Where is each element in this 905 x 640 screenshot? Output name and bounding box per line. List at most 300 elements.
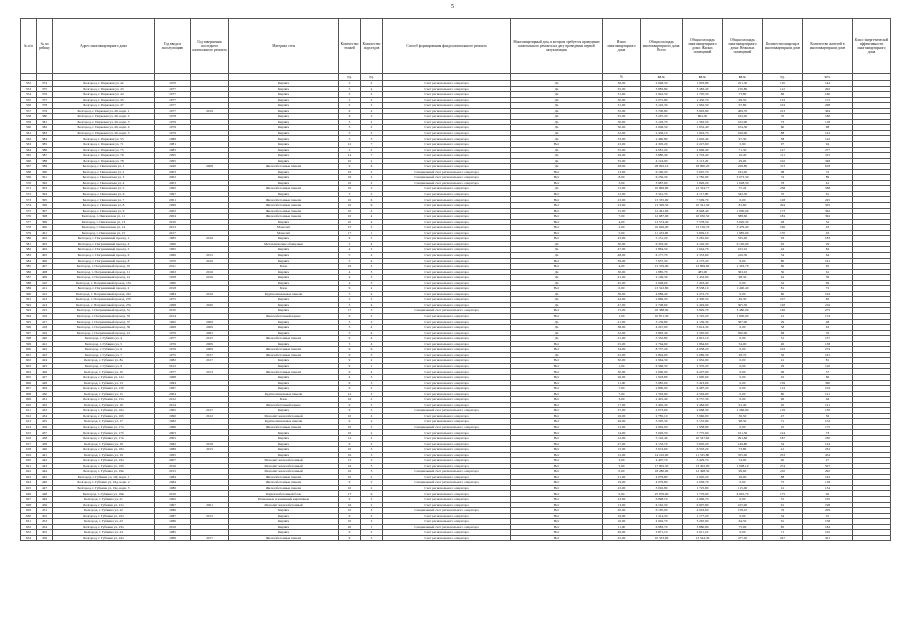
table-cell: Панельные и каменный кирпичные bbox=[229, 497, 339, 503]
table-cell: Белгород, г. Пограничный проезд, 6 bbox=[53, 252, 155, 258]
table-cell: 2 089,30 bbox=[683, 352, 723, 358]
table-cell: Железобетонные панели bbox=[229, 424, 339, 430]
table-cell: 9 bbox=[339, 480, 361, 486]
table-cell: 442 bbox=[37, 458, 53, 464]
table-cell: 362 bbox=[803, 208, 853, 214]
table-cell: Нет bbox=[511, 197, 603, 203]
table-cell: 16 bbox=[339, 175, 361, 181]
table-cell: Счет регионального оператора bbox=[383, 325, 511, 331]
table-cell: Железобетонные панели bbox=[229, 485, 339, 491]
table-cell: 9 bbox=[339, 358, 361, 364]
table-cell: 2 bbox=[361, 191, 383, 197]
header-cell: Год ввода в эксплуатацию bbox=[155, 19, 191, 74]
table-cell: 0,00 bbox=[723, 513, 763, 519]
table-cell: 2003 bbox=[155, 430, 191, 436]
table-cell: 0,00 bbox=[723, 530, 763, 536]
table-cell: 1994 bbox=[155, 380, 191, 386]
table-cell: 0,00 bbox=[723, 336, 763, 342]
table-cell: Нет bbox=[511, 502, 603, 508]
table-cell: 446 bbox=[37, 480, 53, 486]
table-cell: 2004 bbox=[155, 391, 191, 397]
table-cell: 1982 bbox=[155, 441, 191, 447]
table-cell: 2 006,50 bbox=[641, 125, 683, 131]
table-cell: 30,00 bbox=[603, 269, 641, 275]
unit-cell: % bbox=[603, 74, 641, 81]
table-cell: 7 bbox=[361, 142, 383, 148]
table-cell: 2 bbox=[361, 169, 383, 175]
table-cell: 1976 bbox=[155, 341, 191, 347]
table-cell: 130 bbox=[803, 408, 853, 414]
table-cell: 4 bbox=[361, 330, 383, 336]
table-cell: Железобетонные панели bbox=[229, 352, 339, 358]
table-cell: 592 bbox=[21, 302, 37, 308]
table-cell: Счет регионального оператора bbox=[383, 119, 511, 125]
table-cell: 96 bbox=[763, 397, 803, 403]
table-cell: 625 bbox=[21, 485, 37, 491]
table-cell: Нет bbox=[511, 180, 603, 186]
table-cell: 559 bbox=[21, 119, 37, 125]
table-cell: 23,00 bbox=[603, 197, 641, 203]
table-cell: 277 bbox=[803, 147, 853, 153]
table-cell: 585 bbox=[21, 264, 37, 270]
table-cell: Белгород, г. Парковая ул, 49, корп. 2 bbox=[53, 114, 155, 120]
table-cell: 9 bbox=[339, 535, 361, 541]
table-cell: Счет регионального оператора bbox=[383, 313, 511, 319]
table-cell: 9 bbox=[339, 236, 361, 242]
table-cell: 2 764,60 bbox=[641, 341, 683, 347]
table-cell: 2 bbox=[361, 358, 383, 364]
table-cell: 3 020,30 bbox=[723, 219, 763, 225]
table-cell: 4 bbox=[361, 302, 383, 308]
table-cell: 25 bbox=[763, 424, 803, 430]
table-cell: 2015 bbox=[191, 447, 229, 453]
table-cell: Кирпич bbox=[229, 191, 339, 197]
table-cell: 1989 bbox=[155, 136, 191, 142]
table-cell: 557 bbox=[21, 108, 37, 114]
table-cell: 216 bbox=[803, 302, 853, 308]
table-cell: 2 703,40 bbox=[683, 153, 723, 159]
table-cell: 2012 bbox=[155, 397, 191, 403]
table-cell: 26,00 bbox=[603, 419, 641, 425]
table-cell: Кирпич bbox=[229, 252, 339, 258]
table-cell: 5 bbox=[339, 97, 361, 103]
table-cell: 1997 bbox=[155, 386, 191, 392]
table-cell: 3,00 bbox=[603, 180, 641, 186]
table-cell: 413 bbox=[37, 297, 53, 303]
table-cell: 10 bbox=[339, 447, 361, 453]
table-cell: 612 bbox=[21, 413, 37, 419]
table-cell: Счет регионального оператора bbox=[383, 452, 511, 458]
table-cell: 1 962,50 bbox=[683, 103, 723, 109]
table-cell: 1 432,60 bbox=[683, 275, 723, 281]
table-cell: 426 bbox=[37, 369, 53, 375]
table-cell: Да bbox=[511, 81, 603, 87]
table-cell: 9 bbox=[339, 336, 361, 342]
table-cell: 72 bbox=[803, 169, 853, 175]
table-cell: Белгород, г. Губкина ул, 22а bbox=[53, 513, 155, 519]
table-cell: 54 bbox=[763, 252, 803, 258]
table-cell: Счет регионального оператора bbox=[383, 275, 511, 281]
table-cell: 30 bbox=[763, 269, 803, 275]
table-cell: 110 bbox=[763, 81, 803, 87]
table-cell: 2 484,00 bbox=[683, 402, 723, 408]
table-cell: 6 bbox=[361, 197, 383, 203]
table-cell: Нет bbox=[511, 380, 603, 386]
table-cell: Счет регионального оператора bbox=[383, 302, 511, 308]
header-cell: Общая площадь многоквартирного дома: Всего bbox=[641, 19, 683, 74]
table-cell: 149,80 bbox=[723, 441, 763, 447]
table-cell: Белгород, г. Пензенская ул, 7 bbox=[53, 197, 155, 203]
table-cell: 1984 bbox=[155, 474, 191, 480]
table-cell: 78 bbox=[763, 180, 803, 186]
header-cell: Количество квартир в многоквартирном доме bbox=[763, 19, 803, 74]
table-cell: 6 160,20 bbox=[641, 169, 683, 175]
table-cell: 60 bbox=[763, 291, 803, 297]
table-cell: Нет bbox=[511, 258, 603, 264]
table-cell: Белгород, г. Губкина ул, 5 bbox=[53, 341, 155, 347]
table-cell: 103,10 bbox=[723, 247, 763, 253]
table-cell: 238 bbox=[763, 186, 803, 192]
table-cell: 18 890,20 bbox=[683, 164, 723, 170]
table-cell: 313 bbox=[763, 164, 803, 170]
table-cell: 42,00 bbox=[603, 297, 641, 303]
table-cell: Белгород, г. Парковая ул, 49, корп. 1 bbox=[53, 108, 155, 114]
table-cell: 54 bbox=[763, 513, 803, 519]
table-cell: Счет регионального оператора bbox=[383, 419, 511, 425]
table-cell: Нет bbox=[511, 386, 603, 392]
table-cell: 804,30 bbox=[683, 114, 723, 120]
table-cell: Счет регионального оператора bbox=[383, 519, 511, 525]
table-cell: 251,30 bbox=[723, 81, 763, 87]
header-cell: Количество этажей bbox=[339, 19, 361, 74]
table-cell: 1 864,60 bbox=[683, 341, 723, 347]
unit-cell bbox=[21, 74, 37, 81]
table-cell: 2 bbox=[361, 125, 383, 131]
table-cell: Нет bbox=[511, 519, 603, 525]
table-cell: 6 366,50 bbox=[641, 363, 683, 369]
table-cell: Нет bbox=[511, 264, 603, 270]
table-cell: Да bbox=[511, 158, 603, 164]
table-cell: 376 bbox=[37, 92, 53, 98]
table-cell: 2015 bbox=[191, 336, 229, 342]
table-cell: 146 bbox=[763, 308, 803, 314]
table-cell: 93 bbox=[763, 236, 803, 242]
table-cell: 1999 bbox=[155, 203, 191, 209]
table-cell: 245 bbox=[803, 197, 853, 203]
table-cell: 2012 bbox=[191, 413, 229, 419]
table-cell: 614 bbox=[21, 424, 37, 430]
table-cell: 1979 bbox=[155, 119, 191, 125]
table-cell: 2018 bbox=[191, 441, 229, 447]
table-cell: 2 bbox=[361, 413, 383, 419]
table-cell: Белгород, г. Губкина ул, 19ж bbox=[53, 491, 155, 497]
table-cell: 2 708,60 bbox=[641, 302, 683, 308]
housing-register-table bbox=[20, 18, 891, 541]
table-cell: Да bbox=[511, 291, 603, 297]
table-cell: 633 bbox=[21, 530, 37, 536]
table-cell: 2009 bbox=[191, 319, 229, 325]
table-cell: 615 bbox=[21, 430, 37, 436]
table-cell: 3 480,00 bbox=[723, 308, 763, 314]
table-cell: 6 177,70 bbox=[641, 252, 683, 258]
table-cell: 2 227,60 bbox=[683, 142, 723, 148]
table-cell: 6 945,70 bbox=[723, 491, 763, 497]
table-cell: 2 bbox=[361, 247, 383, 253]
table-cell: 1986 bbox=[155, 485, 191, 491]
table-cell: 558 bbox=[21, 114, 37, 120]
table-cell: Да bbox=[511, 186, 603, 192]
table-cell: 10 547,60 bbox=[683, 436, 723, 442]
table-cell: 584 bbox=[21, 258, 37, 264]
table-cell: 402 bbox=[37, 236, 53, 242]
table-cell: Счет регионального оператора bbox=[383, 92, 511, 98]
table-cell: 10 bbox=[339, 214, 361, 220]
table-cell: 392 bbox=[803, 214, 853, 220]
table-cell: Да bbox=[511, 147, 603, 153]
table-cell: Блок bbox=[229, 286, 339, 292]
table-cell: Монолит bbox=[229, 230, 339, 236]
table-cell: 2 bbox=[361, 97, 383, 103]
table-cell: 444 bbox=[37, 469, 53, 475]
table-cell: 1978 bbox=[155, 114, 191, 120]
table-cell: 5 bbox=[339, 86, 361, 92]
table-cell: 1977 bbox=[155, 97, 191, 103]
table-cell: 438 bbox=[37, 436, 53, 442]
table-cell: Счет регионального оператора bbox=[383, 186, 511, 192]
table-cell: 1965 bbox=[155, 408, 191, 414]
table-cell: 566 bbox=[21, 158, 37, 164]
table-cell: Кирпич bbox=[229, 280, 339, 286]
table-cell: Белгород, г. Пограничный проезд, 37 bbox=[53, 319, 155, 325]
table-cell bbox=[853, 535, 891, 541]
table-cell: Белгород, г. Губкина ул, 16 bbox=[53, 402, 155, 408]
table-cell: Белгород, г. Губкина ул, 10 bbox=[53, 369, 155, 375]
table-cell: 5 102,70 bbox=[641, 119, 683, 125]
table-cell: Счет регионального оператора bbox=[383, 258, 511, 264]
table-cell: 92 bbox=[803, 491, 853, 497]
table-cell: Счет регионального оператора bbox=[383, 530, 511, 536]
table-cell: 121 bbox=[803, 402, 853, 408]
table-cell: 451 bbox=[37, 508, 53, 514]
table-cell: 620 bbox=[21, 458, 37, 464]
table-cell: 611 bbox=[21, 408, 37, 414]
table-cell: 2 648,50 bbox=[641, 81, 683, 87]
table-cell: Счет регионального оператора bbox=[383, 474, 511, 480]
table-cell: 2 073,60 bbox=[641, 408, 683, 414]
table-cell: Нет bbox=[511, 513, 603, 519]
table-cell: 2 106,30 bbox=[641, 275, 683, 281]
table-cell: 4 bbox=[339, 247, 361, 253]
table-cell: 1966 bbox=[155, 241, 191, 247]
table-cell: Железобетонный каркас bbox=[229, 313, 339, 319]
table-cell: 43,00 bbox=[603, 236, 641, 242]
table-cell: Нет bbox=[511, 419, 603, 425]
table-cell: 440 bbox=[37, 447, 53, 453]
table-cell: Счет регионального оператора bbox=[383, 203, 511, 209]
table-cell: Железобетонные панели bbox=[229, 203, 339, 209]
table-cell: Белгород, г. Губкина ул, 12а bbox=[53, 374, 155, 380]
table-cell: Железобетонные панели bbox=[229, 369, 339, 375]
table-cell: 12 334,77 bbox=[683, 186, 723, 192]
table-cell: 72 bbox=[803, 286, 853, 292]
table-cell: 74,00 bbox=[723, 458, 763, 464]
table-cell: Счет регионального оператора bbox=[383, 380, 511, 386]
table-cell: 2 bbox=[361, 119, 383, 125]
table-cell: Кирпич bbox=[229, 92, 339, 98]
table-cell: 2 bbox=[361, 480, 383, 486]
table-cell: 1960 bbox=[155, 280, 191, 286]
table-cell: 63 bbox=[803, 325, 853, 331]
table-cell: 1976 bbox=[155, 347, 191, 353]
table-cell: 2004 bbox=[155, 214, 191, 220]
table-cell: 1985 bbox=[155, 530, 191, 536]
table-cell: Счет регионального оператора bbox=[383, 97, 511, 103]
table-cell: Да bbox=[511, 247, 603, 253]
table-cell: 0,00 bbox=[723, 358, 763, 364]
table-cell: Счет регионального оператора bbox=[383, 291, 511, 297]
table-cell: 605 bbox=[21, 374, 37, 380]
table-cell: 61 bbox=[803, 269, 853, 275]
table-cell: 166 bbox=[763, 225, 803, 231]
table-cell: 17 905,30 bbox=[641, 463, 683, 469]
table-cell: 2 966,70 bbox=[683, 497, 723, 503]
table-cell: 455 bbox=[37, 530, 53, 536]
table-cell: 305,30 bbox=[723, 302, 763, 308]
header-cell: Адрес многоквартирного дома bbox=[53, 19, 155, 74]
table-cell: 21,00 bbox=[603, 474, 641, 480]
table-cell: 13 136,70 bbox=[683, 225, 723, 231]
table-cell: 204 bbox=[763, 203, 803, 209]
table-cell: 4 bbox=[361, 214, 383, 220]
table-cell: 144 bbox=[803, 81, 853, 87]
table-cell: Счет регионального оператора bbox=[383, 269, 511, 275]
table-cell: Крупнопанельные панели bbox=[229, 419, 339, 425]
table-cell: 4 117,80 bbox=[683, 191, 723, 197]
table-cell: 3 113,20 bbox=[683, 158, 723, 164]
table-cell: Белгород, г. Губкина ул, 15 bbox=[53, 391, 155, 397]
table-cell: 363,10 bbox=[723, 269, 763, 275]
table-cell: 3 341,70 bbox=[641, 191, 683, 197]
table-cell: Счет регионального оператора bbox=[383, 103, 511, 109]
table-cell: 103 bbox=[763, 347, 803, 353]
table-cell: 2,00 bbox=[603, 225, 641, 231]
table-cell: Белгород, г. Пограничный проезд, 22а bbox=[53, 291, 155, 297]
table-cell: 26,00 bbox=[603, 530, 641, 536]
table-cell: Крупнопанельные панели bbox=[229, 391, 339, 397]
table-cell: 599 bbox=[21, 341, 37, 347]
table-cell: 581 bbox=[21, 241, 37, 247]
table-cell: 360 bbox=[803, 380, 853, 386]
table-cell: Да bbox=[511, 330, 603, 336]
table-cell: 420 bbox=[37, 336, 53, 342]
table-cell: 41 bbox=[763, 358, 803, 364]
table-cell: Белгород, г. Пензенская ул, 8 bbox=[53, 203, 155, 209]
table-cell: Белгород, г. Губкина ул, 19в bbox=[53, 469, 155, 475]
table-cell: 75,00 bbox=[723, 524, 763, 530]
table-cell: 228,80 bbox=[723, 164, 763, 170]
table-cell: Белгород, г. Губкина ул, 22 bbox=[53, 508, 155, 514]
table-cell: 3 865,40 bbox=[641, 330, 683, 336]
unit-cell bbox=[53, 74, 155, 81]
table-cell: 3 903,80 bbox=[683, 108, 723, 114]
table-cell: Да bbox=[511, 302, 603, 308]
table-cell: 7 637,50 bbox=[641, 258, 683, 264]
table-cell: Счет регионального оператора bbox=[383, 280, 511, 286]
table-cell: 3 bbox=[361, 408, 383, 414]
table-cell: 1 918,80 bbox=[641, 374, 683, 380]
table-cell: 56 bbox=[803, 413, 853, 419]
table-cell: 0,00 bbox=[723, 386, 763, 392]
table-cell: 1985 bbox=[155, 236, 191, 242]
table-cell: 0,00 bbox=[723, 480, 763, 486]
table-cell: Да bbox=[511, 108, 603, 114]
table-cell: Белгород, г. Пограничный проезд, 35 bbox=[53, 313, 155, 319]
unit-cell bbox=[229, 74, 339, 81]
table-cell: 1982 bbox=[155, 358, 191, 364]
table-cell: 5 bbox=[339, 325, 361, 331]
table-cell: 247 bbox=[763, 535, 803, 541]
table-cell: Счет регионального оператора bbox=[383, 264, 511, 270]
table-cell: 7 775,00 bbox=[683, 430, 723, 436]
table-cell: Белгород, г. Пограничный проезд, 4 bbox=[53, 241, 155, 247]
table-cell: Белгород, г. Пограничный проезд, 2 bbox=[53, 286, 155, 292]
table-cell: 2017 bbox=[191, 358, 229, 364]
table-cell: Белгород, г. Губкина ул, 17а bbox=[53, 424, 155, 430]
table-cell: 4 bbox=[361, 208, 383, 214]
table-cell: 2015 bbox=[191, 513, 229, 519]
table-cell: Белгород, г. Губкина ул, 16а bbox=[53, 408, 155, 414]
table-cell: Белгород, г. Губкина ул, 24 bbox=[53, 530, 155, 536]
table-cell: 122 bbox=[803, 136, 853, 142]
table-cell: Нет bbox=[511, 530, 603, 536]
table-cell: 3 bbox=[361, 297, 383, 303]
table-cell: 104 bbox=[803, 386, 853, 392]
table-cell: 1 177,20 bbox=[683, 513, 723, 519]
table-cell: Да bbox=[511, 130, 603, 136]
table-cell: 193,40 bbox=[723, 169, 763, 175]
table-cell: Да bbox=[511, 86, 603, 92]
table-cell: 405 bbox=[37, 252, 53, 258]
table-cell: Да bbox=[511, 92, 603, 98]
table-cell: 2 bbox=[361, 441, 383, 447]
table-cell: 2 bbox=[361, 386, 383, 392]
table-cell: 477,20 bbox=[723, 535, 763, 541]
table-cell: 49,30 bbox=[723, 297, 763, 303]
table-cell: 392 bbox=[37, 180, 53, 186]
table-cell: 560 bbox=[21, 125, 37, 131]
table-cell: 162 bbox=[803, 530, 853, 536]
table-cell: 389 bbox=[37, 164, 53, 170]
table-cell: 104,30 bbox=[723, 125, 763, 131]
table-cell: Счет регионального оператора bbox=[383, 247, 511, 253]
table-cell: 51 bbox=[763, 336, 803, 342]
table-cell: 575 bbox=[21, 208, 37, 214]
table-cell: Белгород, г. Губкина ул, 15а bbox=[53, 397, 155, 403]
table-cell: Железобетонные панели bbox=[229, 164, 339, 170]
table-cell: 6 bbox=[361, 491, 383, 497]
table-cell: 4 bbox=[361, 108, 383, 114]
table-cell: Белгород, г. Губкина ул, 17в bbox=[53, 436, 155, 442]
table-cell: 431 bbox=[37, 397, 53, 403]
table-cell: 408 bbox=[37, 269, 53, 275]
table-cell: 447 bbox=[37, 485, 53, 491]
table-cell: 1 903,80 bbox=[683, 81, 723, 87]
table-cell: 47 bbox=[763, 413, 803, 419]
table-cell: Нет bbox=[511, 308, 603, 314]
table-cell: 10 bbox=[339, 197, 361, 203]
table-cell: 409 bbox=[37, 275, 53, 281]
table-cell: 552 bbox=[21, 81, 37, 87]
